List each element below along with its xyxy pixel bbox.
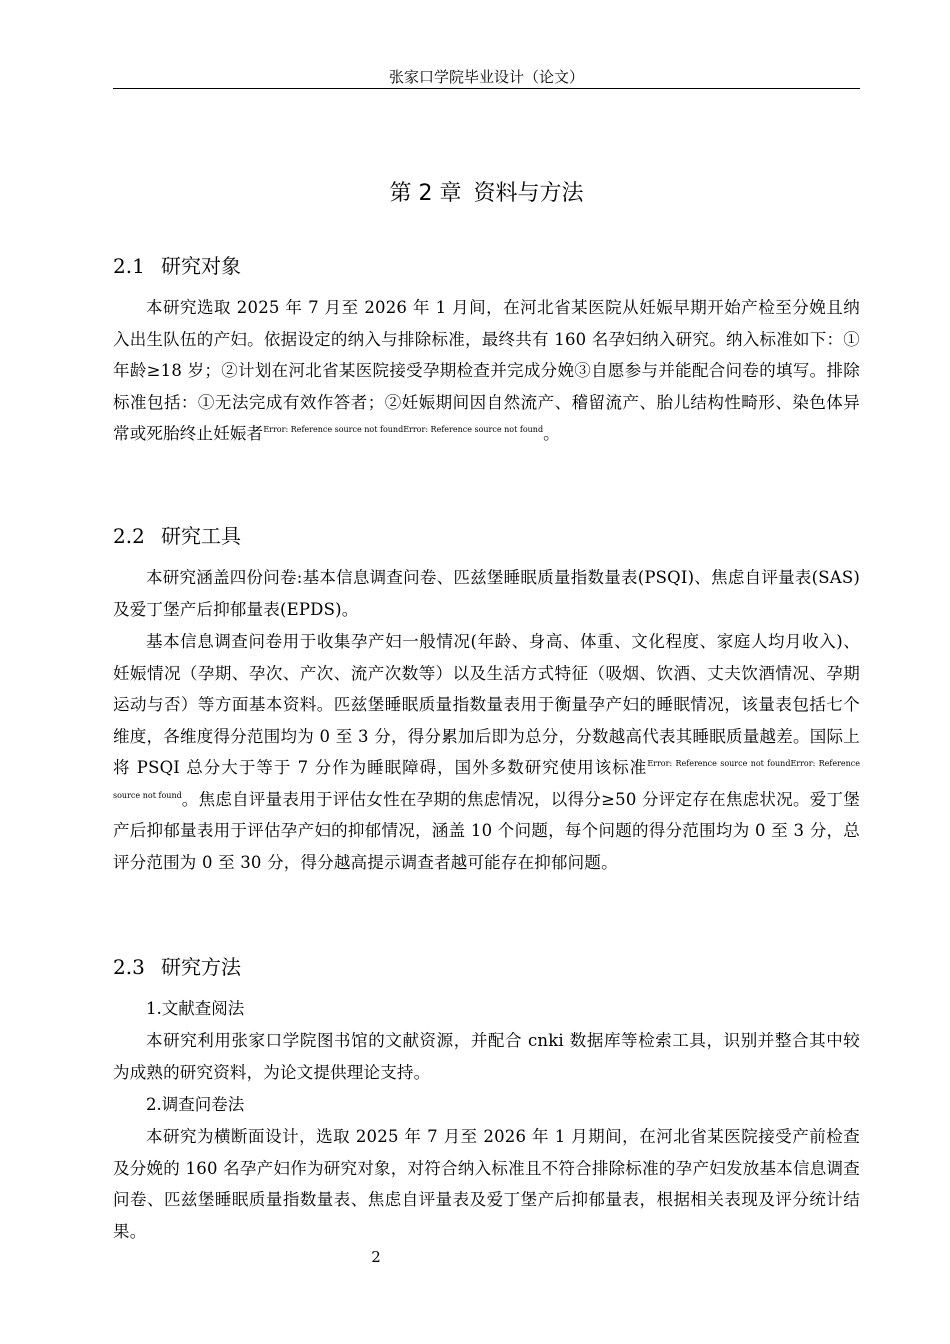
page-number: 2: [371, 1248, 381, 1266]
paragraph-literature-review: 本研究利用张家口学院图书馆的文献资源，并配合 cnki 数据库等检索工具，识别并整合其中较为成熟的研究资料，为论文提供理论支持。: [113, 1031, 860, 1082]
paragraph-text: 。: [543, 424, 560, 443]
section-heading-2-3: [113, 952, 860, 982]
paragraph-text: 本研究选取 2025 年 7 月至 2026 年 1 月间，在河北省某医院从妊娠早期开始产检至分娩且纳入出生队伍的产妇。依据设定的纳入与排除标准，最终共有 160 名孕妇纳入研究。纳入标准如下：①年龄≥18 岁；②计划在河北省某医院接受孕期检查并完成分娩③自愿参与并能配合问卷的填写。排除标准包括：①无法完成有效作答者；②妊娠期间因自然流产、稽留流产、胎儿结构性畸形、染色体异常或死胎终止妊娠者: [113, 298, 860, 443]
section-number: 2.2: [113, 524, 145, 548]
citation-error: Error: Reference source not foundError: Reference source not found: [113, 759, 860, 800]
paragraph-tools-intro: 本研究涵盖四份问卷:基本信息调查问卷、匹兹堡睡眠质量指数量表(PSQI)、焦虑自评量表(SAS)及爱丁堡产后抑郁量表(EPDS)。: [113, 568, 860, 619]
section-number: 2.3: [113, 955, 145, 979]
subheading-questionnaire: 2.调查问卷法: [146, 1095, 245, 1114]
page-header: 张家口学院毕业设计（论文）: [388, 68, 584, 86]
section-heading-2-1: [113, 251, 860, 281]
section-title: 研究对象: [161, 254, 241, 278]
paragraph-tools-detail: [113, 626, 860, 878]
section-title: 研究工具: [161, 524, 241, 548]
paragraph-questionnaire: 本研究为横断面设计，选取 2025 年 7 月至 2026 年 1 月期间，在河北省某医院接受产前检查及分娩的 160 名孕产妇作为研究对象，对符合纳入标准且不符合排除标准的孕产妇发放基本信息调查问卷、匹兹堡睡眠质量指数量表、焦虑自评量表及爱丁堡产后抑郁量表，根据相关表现及评分统计结果。: [113, 1127, 860, 1241]
chapter-title: 资料与方法: [473, 181, 584, 206]
citation-error: Error: Reference source not foundError: Reference source not found: [263, 425, 544, 434]
section-heading-2-2: [113, 521, 860, 551]
paragraph-text: 基本信息调查问卷用于收集孕产妇一般情况(年龄、身高、体重、文化程度、家庭人均月收入)、妊娠情况（孕期、孕次、产次、流产次数等）以及生活方式特征（吸烟、饮酒、丈夫饮酒情况、孕期运动与否）等方面基本资料。匹兹堡睡眠质量指数量表用于衡量孕产妇的睡眠情况，该量表包括七个维度，各维度得分范围均为 0 至 3 分，得分累加后即为总分，分数越高代表其睡眠质量越差。国际上将 PSQI 总分大于等于 7 分作为睡眠障碍，国外多数研究使用该标准: [113, 632, 860, 777]
chapter-number: 第 2 章: [389, 181, 462, 206]
paragraph-text: 。焦虑自评量表用于评估女性在孕期的焦虑情况，以得分≥50 分评定存在焦虑状况。爱丁堡产后抑郁量表用于评估孕产妇的抑郁情况，涵盖 10 个问题，每个问题的得分范围均为 0 至 3 分，总评分范围为 0 至 30 分，得分越高提示调查者越可能存在抑郁问题。: [113, 789, 860, 872]
section-number: 2.1: [113, 254, 145, 278]
section-title: 研究方法: [161, 955, 241, 979]
paragraph-research-subjects: [113, 292, 860, 450]
header-rule: [113, 88, 860, 89]
subheading-literature-review: 1.文献查阅法: [146, 999, 245, 1018]
chapter-heading: [113, 178, 860, 210]
